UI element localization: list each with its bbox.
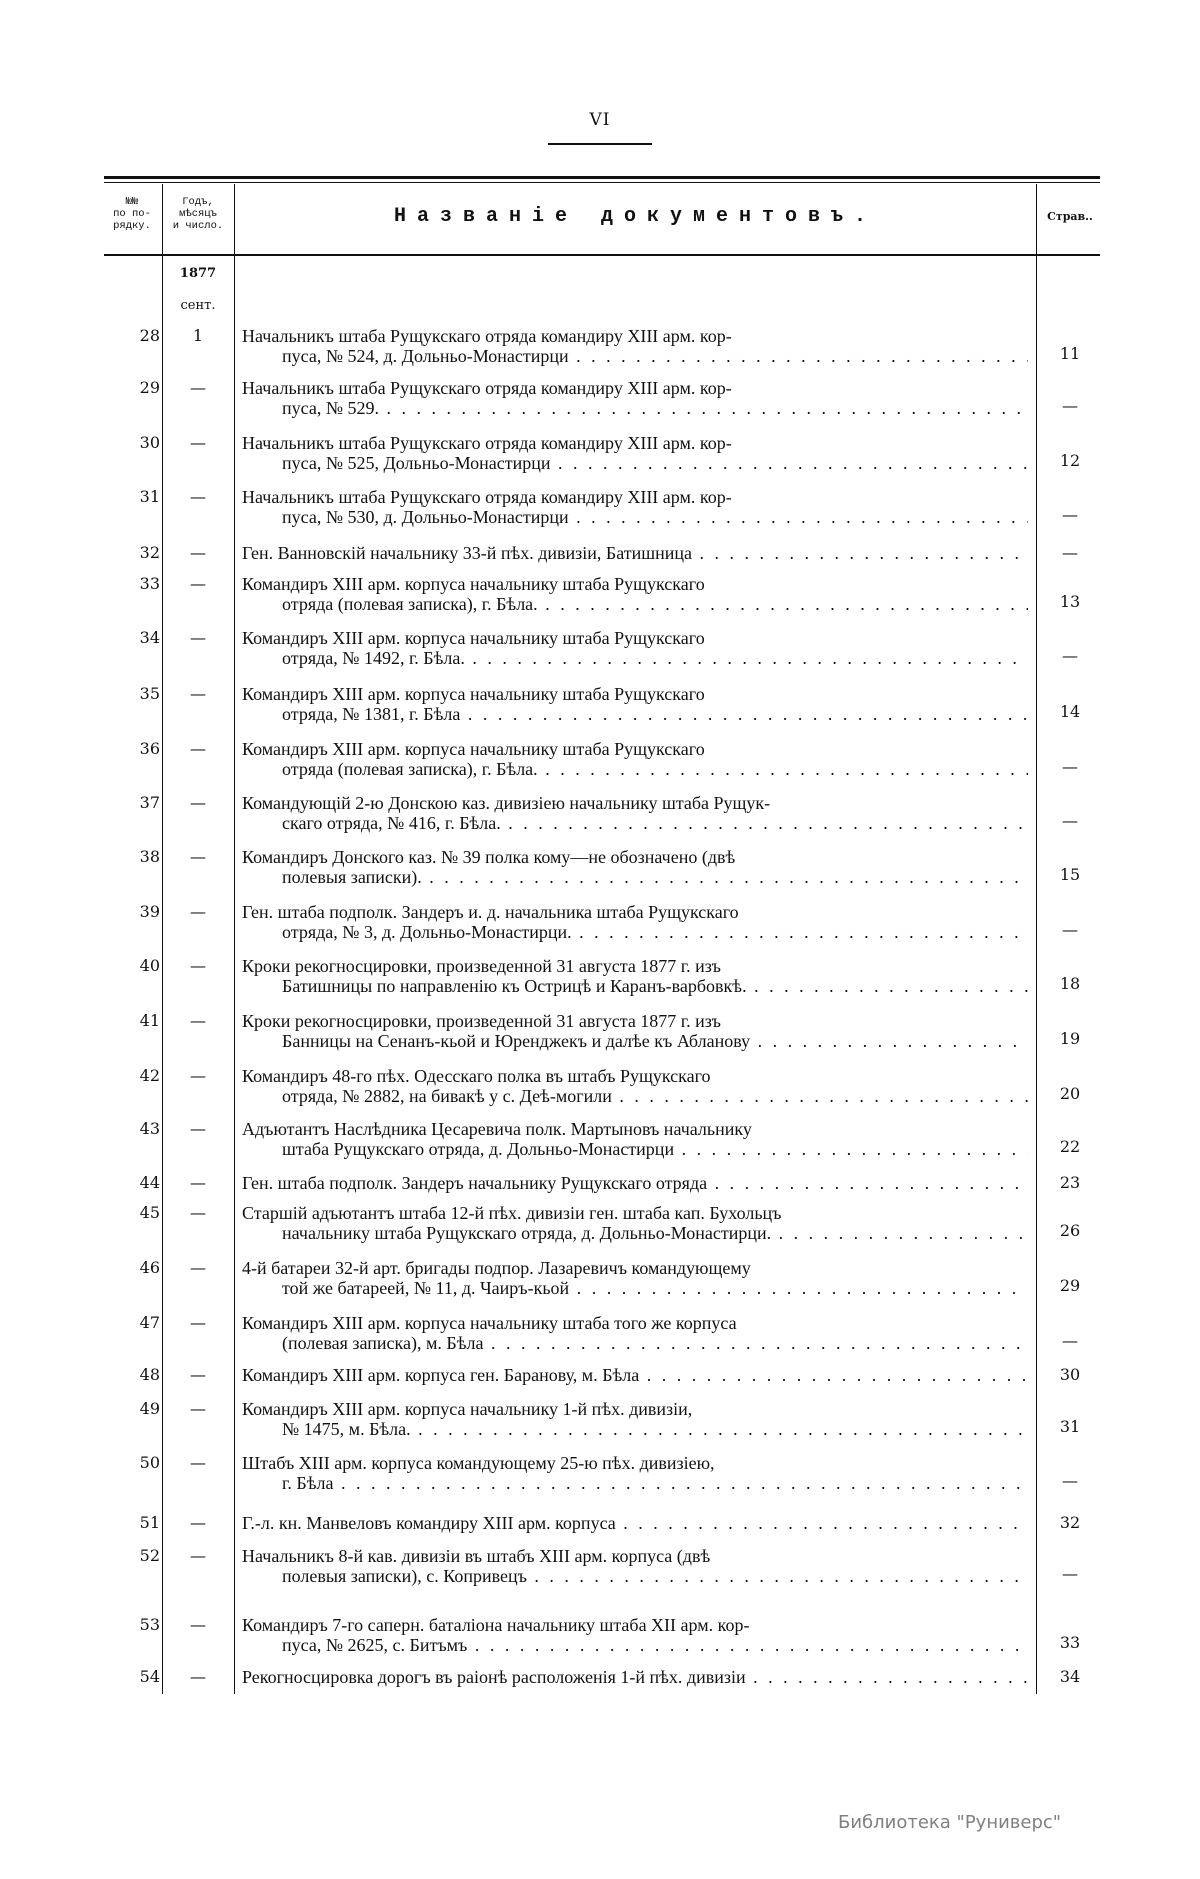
row-title-line: Командиръ XIII арм. корпуса начальнику штаба Рущукскаго <box>242 684 705 704</box>
row-title <box>242 1119 1028 1159</box>
header-num <box>104 196 160 232</box>
row-title <box>242 1453 1028 1493</box>
row-page: 15 <box>1059 865 1081 884</box>
row-number: 45 <box>139 1203 160 1222</box>
row-title-line: пуса, № 530, д. Дольньо-Монастирци . . . <box>242 507 1028 527</box>
row-title <box>242 739 1028 779</box>
row-date: — <box>190 1546 206 1565</box>
row-title <box>242 628 1028 668</box>
row-title-line: пуса, № 529. . . . <box>242 398 1028 418</box>
row-title-line: Командиръ 7-го саперн. баталіона начальнику штаба XII арм. кор- <box>242 1615 750 1635</box>
row-number: 51 <box>139 1513 160 1532</box>
row-title-line: Адъютантъ Наслѣдника Цесаревича полк. Мартыновъ начальнику <box>242 1119 752 1139</box>
row-title-line: Командиръ Донского каз. № 39 полка кому—не обозначено (двѣ <box>242 847 736 867</box>
row-title-line: Кроки рекогносцировки, произведенной 31 августа 1877 г. изъ <box>242 956 721 976</box>
row-page: 14 <box>1059 702 1081 721</box>
row-title-line: пуса, № 525, Дольньо-Монастирци . . . <box>242 453 1028 473</box>
row-date: — <box>190 1313 206 1332</box>
row-date: — <box>190 684 206 703</box>
row-number: 53 <box>139 1615 160 1634</box>
row-page: 30 <box>1059 1365 1081 1384</box>
row-number: 44 <box>139 1173 160 1192</box>
row-date: — <box>190 1203 206 1222</box>
row-page: — <box>1062 1564 1078 1583</box>
row-title <box>242 1203 1028 1243</box>
row-title <box>242 793 1028 833</box>
row-date: — <box>190 1066 206 1085</box>
row-page: — <box>1062 920 1078 939</box>
row-title-line: скаго отряда, № 416, г. Бѣла. . . . <box>242 813 1028 833</box>
row-date: — <box>190 1173 206 1192</box>
row-title <box>242 684 1028 724</box>
row-number: 54 <box>139 1667 160 1686</box>
row-page: — <box>1062 757 1078 776</box>
row-number: 37 <box>139 793 160 812</box>
row-title-line: Банницы на Сенанъ-кьой и Юренджекъ и далѣе къ Абланову . . . <box>242 1031 1028 1051</box>
year-label: 1877 <box>179 266 217 281</box>
row-date: — <box>190 1258 206 1277</box>
row-date: — <box>190 543 206 562</box>
row-title-line: Начальникъ штаба Рущукскаго отряда командиру XIII арм. кор- <box>242 378 732 398</box>
header-date-line: Годъ, <box>182 196 214 208</box>
row-date: — <box>190 793 206 812</box>
row-title <box>242 1066 1028 1106</box>
row-date: — <box>190 847 206 866</box>
row-title-line: той же батареей, № 11, д. Чаиръ-кьой . . . <box>242 1278 1028 1298</box>
row-number: 39 <box>139 902 160 921</box>
row-number: 47 <box>139 1313 160 1332</box>
row-date: — <box>190 487 206 506</box>
row-title-line: (полевая записка), м. Бѣла . . . <box>242 1333 1028 1353</box>
row-date: — <box>190 628 206 647</box>
row-title-line: начальнику штаба Рущукскаго отряда, д. Дольньо-Монастирци. . . . <box>242 1223 1028 1243</box>
watermark: Библиотека "Руниверс" <box>838 1812 1062 1833</box>
row-title-line: Командиръ XIII арм. корпуса начальнику штаба Рущукскаго <box>242 574 705 594</box>
page-number: VI <box>589 110 611 130</box>
row-number: 49 <box>139 1399 160 1418</box>
row-title-line: отряда, № 1381, г. Бѣла . . . <box>242 704 1028 724</box>
row-date: — <box>190 378 206 397</box>
month-label: сент. <box>180 298 216 313</box>
row-title <box>242 1011 1028 1051</box>
table-top-rule-thin <box>104 182 1100 183</box>
row-title-line: Командующій 2-ю Донскою каз. дивизіею начальнику штаба Рущук- <box>242 793 771 813</box>
row-number: 35 <box>139 684 160 703</box>
row-title-line: Ген. Ванновскій начальнику 33-й пѣх. дивизіи, Батишница . . . <box>242 543 1028 563</box>
row-page: 20 <box>1059 1084 1081 1103</box>
row-title-line: Начальникъ 8-й кав. дивизіи въ штабъ XIII арм. корпуса (двѣ <box>242 1546 711 1566</box>
row-page: — <box>1062 543 1078 562</box>
row-title-line: пуса, № 524, д. Дольньо-Монастирци . . . <box>242 346 1028 366</box>
row-number: 46 <box>139 1258 160 1277</box>
row-page: 31 <box>1059 1417 1081 1436</box>
header-date <box>162 196 234 232</box>
header-num-line: №№ <box>125 196 139 208</box>
row-title-line: Начальникъ штаба Рущукскаго отряда командиру XIII арм. кор- <box>242 326 732 346</box>
header-title: Названіе документовъ. <box>393 205 878 228</box>
row-title-line: Ген. штаба подполк. Зандеръ начальнику Рущукскаго отряда . . . <box>242 1173 1028 1193</box>
row-title-line: Начальникъ штаба Рущукскаго отряда командиру XIII арм. кор- <box>242 433 732 453</box>
header-date-line: и число. <box>172 220 224 232</box>
row-title-line: г. Бѣла . . . <box>242 1473 1028 1493</box>
row-title <box>242 433 1028 473</box>
row-title-line: отряда (полевая записка), г. Бѣла. . . . <box>242 594 1028 614</box>
row-page: 26 <box>1059 1221 1081 1240</box>
row-page: 18 <box>1059 974 1081 993</box>
row-page: — <box>1062 1331 1078 1350</box>
row-page: 33 <box>1059 1633 1081 1652</box>
row-title-line: Начальникъ штаба Рущукскаго отряда командиру XIII арм. кор- <box>242 487 732 507</box>
row-number: 42 <box>139 1066 160 1085</box>
row-title <box>242 1258 1028 1298</box>
row-page: 23 <box>1059 1173 1081 1192</box>
row-title-line: Командиръ XIII арм. корпуса начальнику штаба того же корпуса <box>242 1313 737 1333</box>
row-title-line: 4-й батареи 32-й арт. бригады подпор. Лазаревичъ командующему <box>242 1258 751 1278</box>
row-date: — <box>190 1667 206 1686</box>
row-title <box>242 487 1028 527</box>
row-date: — <box>190 574 206 593</box>
row-page: 11 <box>1059 344 1081 363</box>
row-number: 38 <box>139 847 160 866</box>
row-title <box>242 956 1028 996</box>
row-title <box>242 1365 1028 1385</box>
row-title <box>242 1173 1028 1193</box>
row-number: 33 <box>139 574 160 593</box>
row-title <box>242 1513 1028 1533</box>
row-page: 13 <box>1059 592 1081 611</box>
row-title-line: Г.-л. кн. Манвеловъ командиру XIII арм. корпуса . . . <box>242 1513 1028 1533</box>
row-title <box>242 574 1028 614</box>
header-num-line: по по- <box>113 208 151 220</box>
row-date: — <box>190 1399 206 1418</box>
row-title-line: полевыя записки), с. Копривецъ . . . <box>242 1566 1028 1586</box>
row-title-line: отряда, № 2882, на бивакѣ у с. Деѣ-могили . . . <box>242 1086 1028 1106</box>
row-title <box>242 378 1028 418</box>
column-divider-date <box>234 184 235 1694</box>
row-number: 30 <box>139 433 160 452</box>
row-number: 32 <box>139 543 160 562</box>
row-title <box>242 847 1028 887</box>
row-title <box>242 326 1028 366</box>
row-page: 34 <box>1059 1667 1081 1686</box>
row-page: 32 <box>1059 1513 1081 1532</box>
row-title-line: Командиръ XIII арм. корпуса начальнику штаба Рущукскаго <box>242 739 705 759</box>
row-title-line: Старшій адъютантъ штаба 12-й пѣх. дивизіи ген. штаба кап. Бухольцъ <box>242 1203 782 1223</box>
row-date: — <box>190 1453 206 1472</box>
row-page: — <box>1062 1471 1078 1490</box>
row-date: — <box>190 1365 206 1384</box>
row-page: — <box>1062 811 1078 830</box>
row-number: 40 <box>139 956 160 975</box>
row-title <box>242 543 1028 563</box>
row-title <box>242 902 1028 942</box>
row-title <box>242 1546 1028 1586</box>
row-title-line: Кроки рекогносцировки, произведенной 31 августа 1877 г. изъ <box>242 1011 721 1031</box>
row-number: 41 <box>139 1011 160 1030</box>
row-page: 12 <box>1059 451 1081 470</box>
row-title-line: отряда, № 3, д. Дольньо-Монастирци. . . . <box>242 922 1028 942</box>
row-page: 19 <box>1059 1029 1081 1048</box>
row-title-line: полевыя записки). . . . <box>242 867 1028 887</box>
row-title-line: пуса, № 2625, с. Битъмъ . . . <box>242 1635 1028 1655</box>
row-title <box>242 1667 1028 1687</box>
row-date: — <box>190 902 206 921</box>
row-title-line: отряда (полевая записка), г. Бѣла. . . . <box>242 759 1028 779</box>
header-num-line: рядку. <box>113 220 151 232</box>
row-date: — <box>190 1119 206 1138</box>
row-number: 36 <box>139 739 160 758</box>
row-title-line: № 1475, м. Бѣла. . . . <box>242 1419 1028 1439</box>
row-date: — <box>190 1513 206 1532</box>
row-number: 28 <box>139 326 160 345</box>
page-number-rule <box>548 143 652 145</box>
row-title-line: Штабъ XIII арм. корпуса командующему 25-ю пѣх. дивизіею, <box>242 1453 715 1473</box>
row-title-line: штаба Рущукскаго отряда, д. Дольньо-Монастирци . . . <box>242 1139 1028 1159</box>
row-date: — <box>190 739 206 758</box>
row-title-line: отряда, № 1492, г. Бѣла. . . . <box>242 648 1028 668</box>
row-title-line: Рекогносцировка дорогъ въ раіонѣ расположенія 1-й пѣх. дивизіи . . . <box>242 1667 1028 1687</box>
column-divider-page <box>1036 184 1037 1694</box>
row-date: — <box>190 1615 206 1634</box>
row-date: — <box>190 1011 206 1030</box>
row-title-line: Ген. штаба подполк. Зандеръ и. д. начальника штаба Рущукскаго <box>242 902 739 922</box>
row-date: 1 <box>192 326 204 345</box>
row-number: 29 <box>139 378 160 397</box>
row-number: 50 <box>139 1453 160 1472</box>
header-page: Страв.. <box>1047 210 1093 223</box>
row-date: — <box>190 956 206 975</box>
row-page: — <box>1062 646 1078 665</box>
row-title-line: Командиръ XIII арм. корпуса начальнику штаба Рущукскаго <box>242 628 705 648</box>
row-page: — <box>1062 505 1078 524</box>
row-title-line: Командиръ 48-го пѣх. Одесскаго полка въ штабъ Рущукскаго <box>242 1066 711 1086</box>
row-page: — <box>1062 396 1078 415</box>
row-title-line: Командиръ XIII арм. корпуса ген. Баранову, м. Бѣла . . . <box>242 1365 1028 1385</box>
row-title <box>242 1313 1028 1353</box>
row-title <box>242 1399 1028 1439</box>
row-number: 31 <box>139 487 160 506</box>
row-title <box>242 1615 1028 1655</box>
row-date: — <box>190 433 206 452</box>
header-date-line: мѣсяцъ <box>179 208 217 220</box>
row-number: 52 <box>139 1546 160 1565</box>
table-top-rule <box>104 176 1100 179</box>
row-number: 34 <box>139 628 160 647</box>
row-page: 29 <box>1059 1276 1081 1295</box>
row-number: 43 <box>139 1119 160 1138</box>
row-title-line: Командиръ XIII арм. корпуса начальнику 1-й пѣх. дивизіи, <box>242 1399 693 1419</box>
row-page: 22 <box>1059 1137 1081 1156</box>
row-title-line: Батишницы по направленію къ Острицѣ и Каранъ-варбовкѣ. . . . <box>242 976 1028 996</box>
header-bottom-rule <box>104 254 1100 256</box>
row-number: 48 <box>139 1365 160 1384</box>
